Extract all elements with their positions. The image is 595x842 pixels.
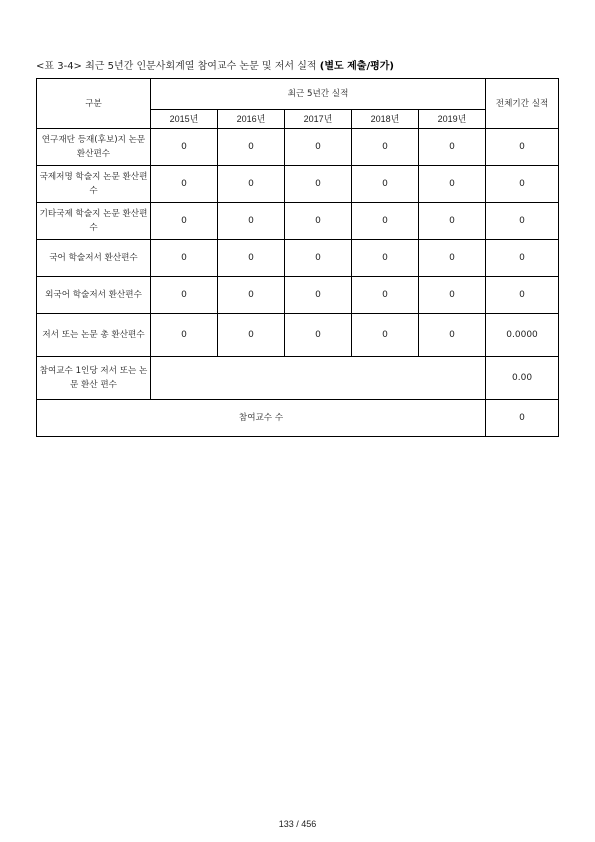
cell-value: 0 xyxy=(218,129,285,166)
cell-total: 0.0000 xyxy=(486,314,559,357)
cell-value: 0 xyxy=(419,129,486,166)
cell-value: 0 xyxy=(151,240,218,277)
cell-value: 0 xyxy=(218,166,285,203)
header-category: 구분 xyxy=(37,79,151,129)
cell-value: 0 xyxy=(352,203,419,240)
cell-value: 0 xyxy=(352,314,419,357)
cell-value: 0 xyxy=(419,203,486,240)
table-row xyxy=(37,129,559,166)
year-header: 2015년 xyxy=(151,110,218,129)
caption-text: <표 3-4> 최근 5년간 인문사회계열 참여교수 논문 및 저서 실적 xyxy=(36,61,320,72)
empty-merged-cell xyxy=(151,357,486,400)
cell-value: 0 xyxy=(151,203,218,240)
row-label: 국어 학술저서 환산편수 xyxy=(37,240,151,277)
page-number: 133 / 456 xyxy=(278,819,317,829)
header-total: 전체기간 실적 xyxy=(486,79,559,129)
cell-value: 0 xyxy=(285,129,352,166)
caption-note: (별도 제출/평가) xyxy=(319,61,394,72)
cell-total: 0 xyxy=(486,400,559,437)
table-row xyxy=(37,277,559,314)
cell-total: 0 xyxy=(486,203,559,240)
cell-value: 0 xyxy=(218,277,285,314)
row-label: 국제저명 학술지 논문 환산편수 xyxy=(37,166,151,203)
cell-total: 0 xyxy=(486,129,559,166)
year-header: 2017년 xyxy=(285,110,352,129)
professor-count-row xyxy=(37,400,559,437)
cell-value: 0 xyxy=(218,314,285,357)
header-row xyxy=(37,79,559,110)
table-row xyxy=(37,166,559,203)
table-caption xyxy=(36,57,394,72)
cell-value: 0 xyxy=(218,203,285,240)
cell-value: 0 xyxy=(285,314,352,357)
cell-value: 0 xyxy=(285,166,352,203)
cell-total: 0.00 xyxy=(486,357,559,400)
table-row xyxy=(37,203,559,240)
cell-value: 0 xyxy=(285,277,352,314)
cell-value: 0 xyxy=(352,129,419,166)
year-header: 2016년 xyxy=(218,110,285,129)
per-capita-row xyxy=(37,357,559,400)
table-row xyxy=(37,314,559,357)
row-label: 저서 또는 논문 총 환산편수 xyxy=(37,314,151,357)
cell-value: 0 xyxy=(285,240,352,277)
cell-value: 0 xyxy=(151,129,218,166)
cell-value: 0 xyxy=(352,277,419,314)
cell-value: 0 xyxy=(218,240,285,277)
cell-value: 0 xyxy=(285,203,352,240)
table-row xyxy=(37,240,559,277)
cell-total: 0 xyxy=(486,166,559,203)
cell-value: 0 xyxy=(151,277,218,314)
year-header: 2019년 xyxy=(419,110,486,129)
row-label: 참여교수 1인당 저서 또는 논문 환산 편수 xyxy=(37,357,151,400)
cell-total: 0 xyxy=(486,240,559,277)
cell-value: 0 xyxy=(419,314,486,357)
cell-value: 0 xyxy=(419,240,486,277)
cell-value: 0 xyxy=(419,277,486,314)
cell-value: 0 xyxy=(419,166,486,203)
research-output-table xyxy=(36,78,559,437)
header-recent: 최근 5년간 실적 xyxy=(151,79,486,110)
year-header: 2018년 xyxy=(352,110,419,129)
row-label: 연구재단 등재(후보)지 논문 환산편수 xyxy=(37,129,151,166)
cell-value: 0 xyxy=(352,240,419,277)
row-label: 외국어 학술저서 환산편수 xyxy=(37,277,151,314)
row-label: 참여교수 수 xyxy=(37,400,486,437)
cell-total: 0 xyxy=(486,277,559,314)
cell-value: 0 xyxy=(352,166,419,203)
cell-value: 0 xyxy=(151,314,218,357)
row-label: 기타국제 학술지 논문 환산편수 xyxy=(37,203,151,240)
cell-value: 0 xyxy=(151,166,218,203)
